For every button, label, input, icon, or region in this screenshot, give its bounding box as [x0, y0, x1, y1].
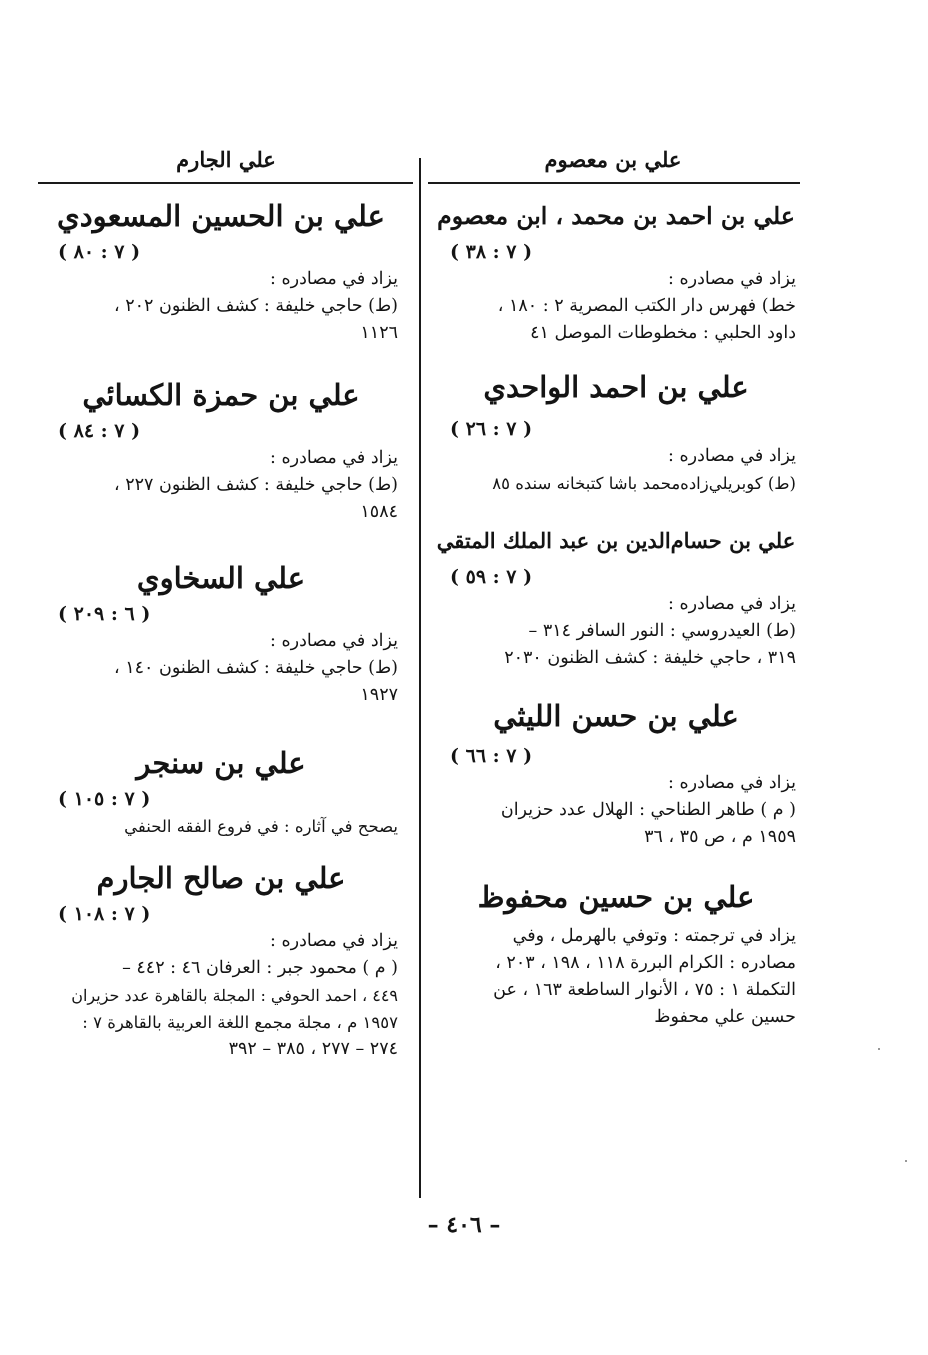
entry-line: ١١٢٦	[360, 323, 398, 343]
entry-line: (ط) كوبريلي‌زاده‌محمد باشا كتبخانه سنده ٨٥	[492, 474, 796, 493]
entry-line: يزاد في مصادره :	[269, 931, 398, 951]
volume-ref: ( ٧ : ٥٩ )	[450, 566, 533, 588]
entry-name: علي بن حمزة الكسائي	[82, 378, 360, 412]
entry-name: علي بن صالح الجارم	[96, 861, 346, 895]
header-right: علي بن معصوم	[544, 147, 682, 172]
volume-ref: ( ٦ : ٢٠٩ )	[58, 603, 151, 625]
entry	[436, 877, 796, 1031]
entry	[44, 743, 398, 840]
entry-line: حسين علي محفوظ	[654, 1007, 796, 1027]
entry-name: علي بن سنجر	[136, 746, 306, 780]
entry-name: علي بن حسن الليثي	[493, 699, 739, 733]
entry-name: علي بن الحسين المسعودي	[57, 199, 385, 233]
entry-line: ٤٤٩ ، احمد الحوفي : المجلة بالقاهرة عدد حزيران	[71, 986, 398, 1005]
right-column	[436, 192, 796, 1053]
entry-line: ١٩٢٧	[360, 685, 398, 705]
entry-name: علي السخاوي	[136, 561, 306, 595]
left-column	[44, 192, 398, 1085]
entry-name: علي بن احمد بن محمد ، ابن معصوم	[437, 202, 795, 230]
volume-ref: ( ٧ : ٨٤ )	[58, 420, 141, 442]
entry-line: (ط) حاجي خليفة : كشف الظنون ٢٠٢ ،	[114, 296, 398, 316]
entry-line: خط) فهرس دار الكتب المصرية ٢ : ١٨٠ ،	[497, 296, 796, 316]
entry-name: علي بن احمد الواحدي	[483, 370, 749, 404]
volume-ref: ( ٧ : ١٠٨ )	[58, 903, 151, 925]
entry-line: يزاد في مصادره :	[667, 269, 796, 289]
entry-line: (ط) حاجي خليفة : كشف الظنون ١٤٠ ،	[114, 658, 398, 678]
volume-ref: ( ٧ : ٢٦ )	[450, 418, 533, 440]
entry	[436, 196, 796, 347]
entry-line: داود الحلبي : مخطوطات الموصل ٤١	[530, 323, 796, 343]
entry-line: ( م ) طاهر الطناحي : الهلال عدد حزيران	[500, 800, 796, 820]
volume-ref: ( ٧ : ٨٠ )	[58, 241, 141, 263]
column-divider	[419, 158, 421, 1198]
entry	[44, 858, 398, 1063]
paper-speck	[905, 1160, 907, 1162]
entry-line: مصادره : الكرام البررة ١١٨ ، ١٩٨ ، ٢٠٣ ،	[495, 953, 796, 973]
volume-ref: ( ٧ : ٣٨ )	[450, 241, 533, 263]
entry-line: يزاد في مصادره :	[667, 446, 796, 466]
entry-line: يزاد في مصادره :	[269, 631, 398, 651]
entry-line: يزاد في مصادره :	[269, 448, 398, 468]
entry-line: ١٥٨٤	[360, 502, 398, 522]
entry-line: يصحح في آثاره : في فروع الفقه الحنفي	[124, 817, 398, 836]
header-left: علي الجارم	[176, 147, 276, 172]
entry-line: ١٩٥٩ م ، ص ٣٥ ، ٣٦	[644, 827, 796, 847]
entry-line: (ط) العيدروسي : النور السافر ٣١٤ –	[528, 621, 796, 641]
entry-line: يزاد في ترجمته : وتوفي بالهرمل ، وفي	[512, 926, 796, 946]
volume-ref: ( ٧ : ١٠٥ )	[58, 788, 151, 810]
header-rule-right	[428, 182, 800, 184]
entry-line: يزاد في مصادره :	[667, 594, 796, 614]
entry	[436, 521, 796, 672]
entry-line: ٣١٩ ، حاجي خليفة : كشف الظنون ٢٠٣٠	[504, 648, 796, 668]
entry	[44, 196, 398, 347]
header-rule-left	[38, 182, 413, 184]
page-number: – ٤٠٦ –	[427, 1212, 501, 1238]
entry-line: ١٩٥٧ م ، مجلة مجمع اللغة العربية بالقاهرة ٧ :	[82, 1013, 398, 1032]
entry-line: (ط) حاجي خليفة : كشف الظنون ٢٢٧ ،	[114, 475, 398, 495]
entry-name: علي بن حسين محفوظ	[477, 880, 755, 914]
entry	[436, 367, 796, 497]
paper-speck	[878, 1048, 880, 1050]
entry-line: يزاد في مصادره :	[667, 773, 796, 793]
entry	[44, 375, 398, 526]
entry	[436, 696, 796, 851]
entry-line: ٢٧٤ – ٢٧٧ ، ٣٨٥ – ٣٩٢	[228, 1039, 398, 1059]
entry-line: التكملة ١ : ٧٥ ، الأنوار الساطعة ١٦٣ ، عن	[493, 980, 796, 1000]
entry	[44, 558, 398, 709]
entry-line: ( م ) محمود جبر : العرفان ٤٦ : ٤٤٢ –	[122, 958, 398, 978]
entry-name: علي بن حسام‌الدين بن عبد الملك المتقي	[436, 528, 796, 553]
entry-line: يزاد في مصادره :	[269, 269, 398, 289]
volume-ref: ( ٧ : ٦٦ )	[450, 745, 533, 767]
